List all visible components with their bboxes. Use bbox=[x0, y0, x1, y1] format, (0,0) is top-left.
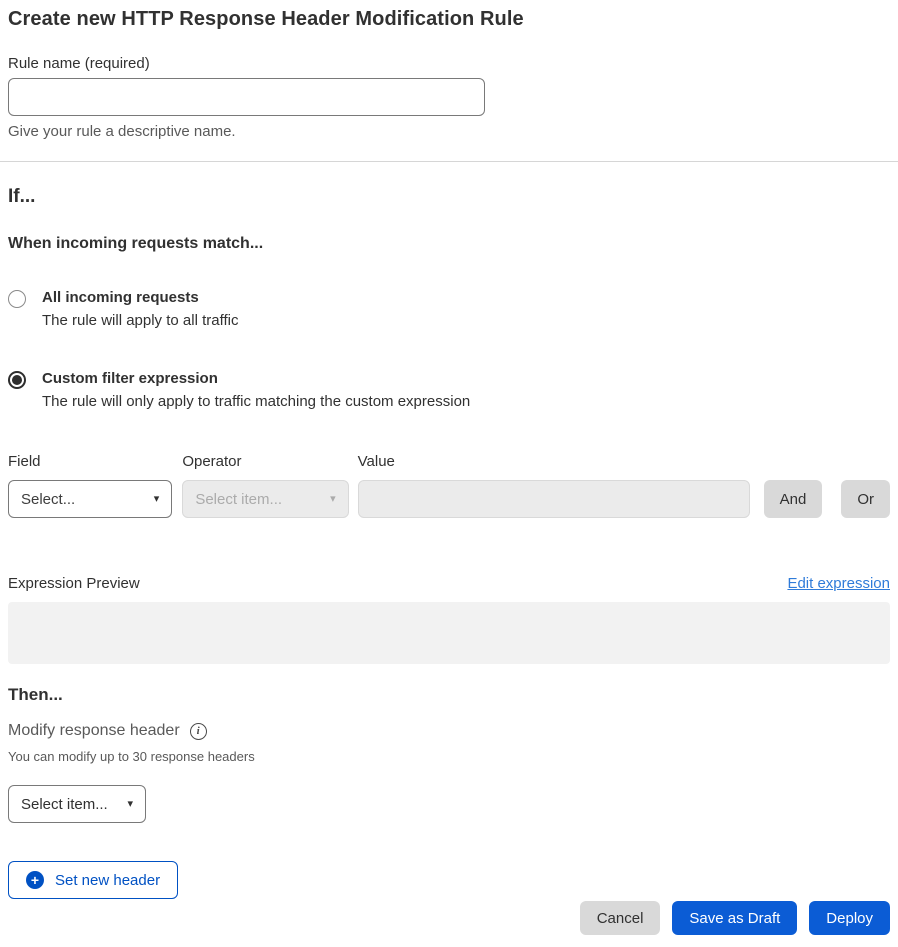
or-button[interactable]: Or bbox=[841, 480, 890, 518]
section-divider bbox=[0, 161, 898, 162]
operator-select bbox=[182, 480, 348, 518]
if-heading: If... bbox=[8, 186, 36, 207]
chevron-down-icon: ▾ bbox=[153, 492, 160, 505]
cancel-button[interactable]: Cancel bbox=[580, 901, 661, 935]
set-new-header-label: Set new header bbox=[55, 871, 161, 889]
and-button[interactable]: And bbox=[764, 480, 823, 518]
header-action-select-value: Select item... bbox=[21, 795, 108, 813]
operator-select-value: Select item... bbox=[195, 490, 283, 508]
option-text bbox=[42, 370, 470, 411]
option-text bbox=[42, 289, 238, 330]
field-label: Field bbox=[8, 453, 41, 470]
rule-name-section bbox=[8, 55, 890, 140]
header-action-select[interactable] bbox=[8, 785, 146, 823]
operator-label: Operator bbox=[182, 453, 242, 470]
option-label: Custom filter expression bbox=[42, 370, 218, 387]
page-title: Create new HTTP Response Header Modification Rule bbox=[8, 8, 524, 30]
save-as-draft-button[interactable]: Save as Draft bbox=[672, 901, 797, 935]
operator-column bbox=[182, 453, 348, 518]
chevron-down-icon: ▾ bbox=[330, 492, 336, 505]
then-heading: Then... bbox=[8, 685, 63, 704]
expression-builder-row bbox=[8, 453, 890, 518]
modify-header-label: Modify response header bbox=[8, 722, 180, 739]
set-new-header-button[interactable] bbox=[8, 861, 178, 899]
radio-all-incoming-requests[interactable] bbox=[8, 290, 26, 308]
field-select[interactable] bbox=[8, 480, 172, 518]
edit-expression-link[interactable]: Edit expression bbox=[787, 575, 890, 592]
info-icon[interactable]: i bbox=[190, 723, 207, 740]
option-custom-filter-expression[interactable] bbox=[8, 370, 890, 411]
value-column bbox=[358, 453, 750, 518]
value-label: Value bbox=[357, 453, 395, 470]
expression-preview-box bbox=[8, 602, 890, 664]
field-column bbox=[8, 453, 172, 518]
value-input bbox=[358, 480, 750, 518]
option-label: All incoming requests bbox=[42, 289, 199, 306]
radio-custom-filter-expression[interactable] bbox=[8, 371, 26, 389]
rule-name-label: Rule name (required) bbox=[8, 55, 150, 72]
option-description: The rule will apply to all traffic bbox=[42, 312, 239, 329]
form-footer bbox=[8, 901, 890, 935]
match-subheading: When incoming requests match... bbox=[8, 235, 264, 252]
rule-name-help: Give your rule a descriptive name. bbox=[8, 123, 236, 140]
option-all-incoming-requests[interactable] bbox=[8, 289, 890, 330]
modify-header-row bbox=[8, 722, 890, 740]
plus-icon: + bbox=[26, 871, 44, 889]
expression-preview-label: Expression Preview bbox=[8, 575, 140, 592]
rule-name-input[interactable] bbox=[8, 78, 485, 116]
modify-header-help: You can modify up to 30 response headers bbox=[8, 749, 255, 764]
field-select-value: Select... bbox=[21, 490, 76, 508]
deploy-button[interactable]: Deploy bbox=[809, 901, 890, 935]
expression-preview-header bbox=[8, 575, 890, 593]
chevron-down-icon: ▾ bbox=[127, 797, 133, 810]
option-description: The rule will only apply to traffic matching the custom expression bbox=[42, 393, 471, 410]
